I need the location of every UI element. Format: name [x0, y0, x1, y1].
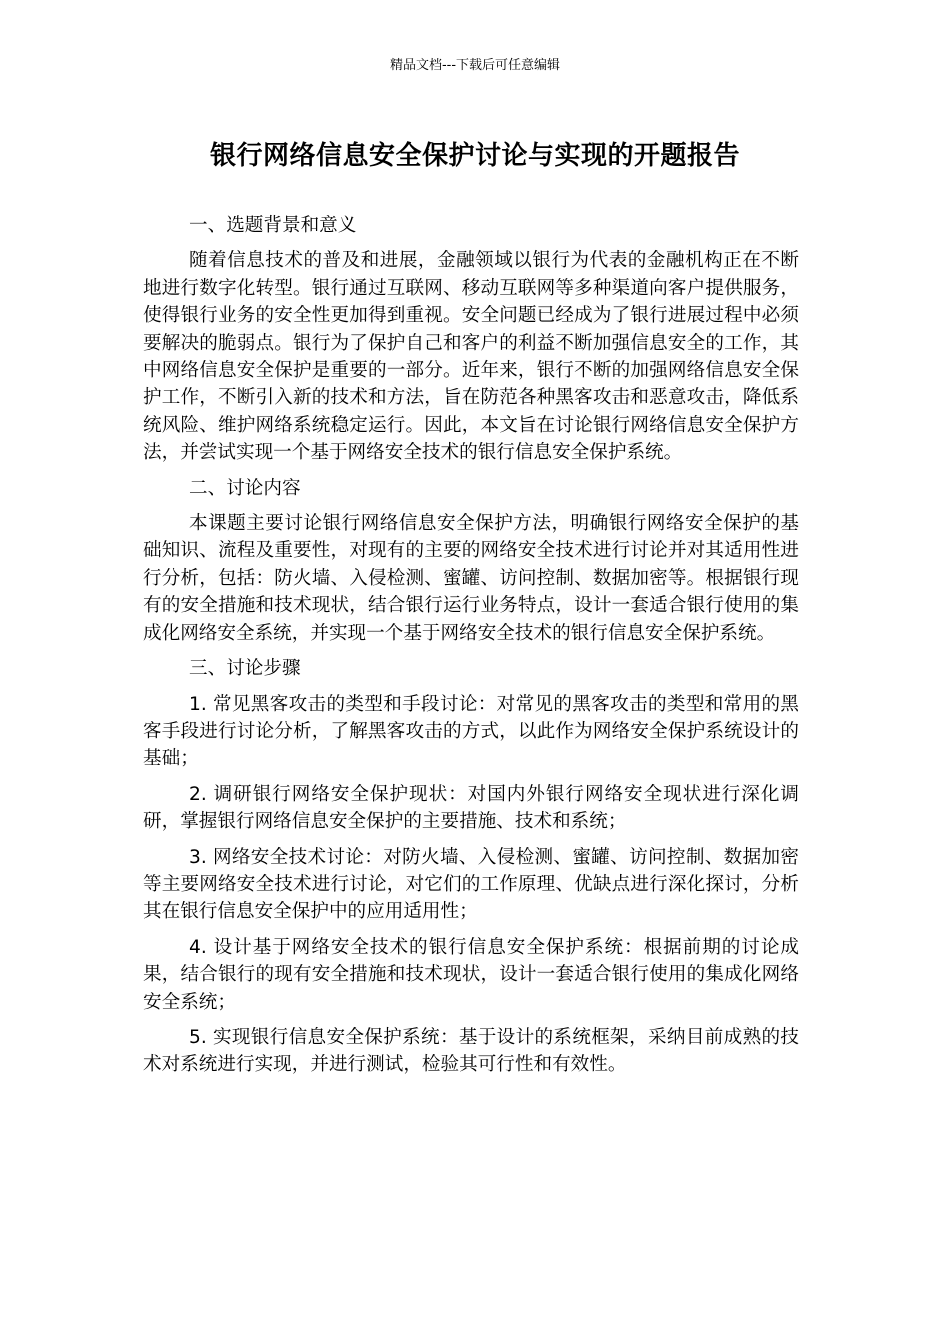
section-heading-content: 二、讨论内容 — [189, 477, 301, 499]
section-heading-steps: 三、讨论步骤 — [189, 658, 301, 680]
section-paragraph-content: 本课题主要讨论银行网络信息安全保护方法，明确银行网络安全保护的基础知识、流程及重要性，对现有的主要的网络安全技术进行讨论并对其适用性进行分析，包括：防火墙、入侵检测、蜜罐、访问控制、数据加密等。根据银行现有的安全措施和技术现状，结合银行运行业务特点，设计一套适合银行使用的集成化网络安全系统，并实现一个基于网络安全技术的银行信息安全保护系统。 — [143, 513, 799, 644]
section-heading-background: 一、选题背景和意义 — [189, 215, 357, 236]
section-paragraph-background: 随着信息技术的普及和进展，金融领域以银行为代表的金融机构正在不断地进行数字化转型。银行通过互联网、移动互联网等多种渠道向客户提供服务，使得银行业务的安全性更加得到重视。安全问题已经成为了银行进展过程中必须要解决的脆弱点。银行为了保护自己和客户的利益不断加强信息安全的工作，其中网络信息安全保护是重要的一部分。近年来，银行不断的加强网络信息安全保护工作，不断引入新的技术和方法，旨在防范各种黑客攻击和恶意攻击，降低系统风险、维护网络系统稳定运行。因此，本文旨在讨论银行网络信息安全保护方法，并尝试实现一个基于网络安全技术的银行信息安全保护系统。 — [143, 250, 799, 464]
header-note: 精品文档---下载后可任意编辑 — [389, 58, 561, 73]
step-item: 3. 网络安全技术讨论：对防火墙、入侵检测、蜜罐、访问控制、数据加密等主要网络安全技术进行讨论，对它们的工作原理、优缺点进行深化探讨，分析其在银行信息安全保护中的应用适用性； — [143, 846, 799, 923]
document-title: 银行网络信息安全保护讨论与实现的开题报告 — [209, 141, 740, 171]
step-item: 5. 实现银行信息安全保护系统：基于设计的系统框架，采纳目前成熟的技术对系统进行实现，并进行测试，检验其可行性和有效性。 — [143, 1026, 799, 1076]
document-body — [143, 212, 799, 1087]
step-item: 2. 调研银行网络安全保护现状：对国内外银行网络安全现状进行深化调研，掌握银行网络信息安全保护的主要措施、技术和系统； — [143, 783, 799, 833]
step-item: 4. 设计基于网络安全技术的银行信息安全保护系统：根据前期的讨论成果，结合银行的现有安全措施和技术现状，设计一套适合银行使用的集成化网络安全系统； — [143, 936, 799, 1013]
step-item: 1. 常见黑客攻击的类型和手段讨论：对常见的黑客攻击的类型和常用的黑客手段进行讨论分析，了解黑客攻击的方式，以此作为网络安全保护系统设计的基础； — [143, 693, 799, 770]
